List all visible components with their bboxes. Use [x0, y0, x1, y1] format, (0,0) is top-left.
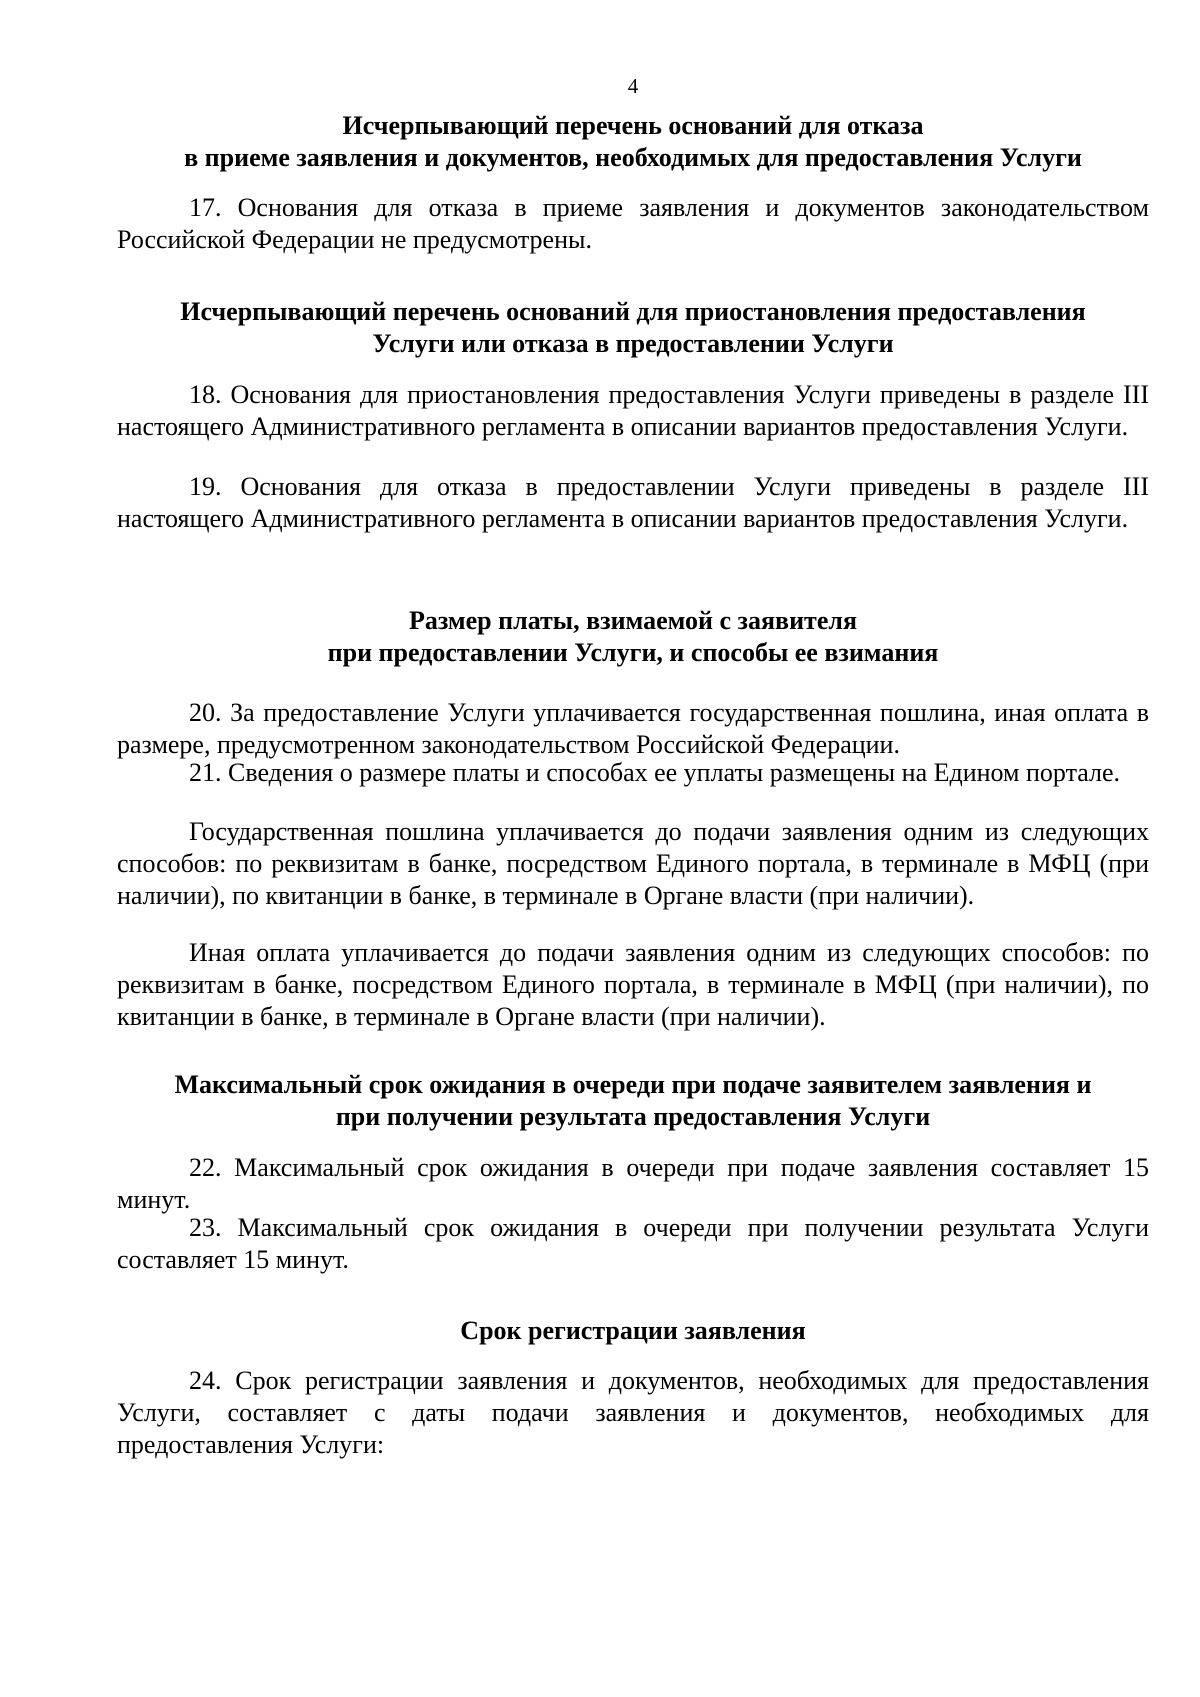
section-heading-refusal-acceptance — [117, 110, 1149, 174]
paragraph-20: 20. За предоставление Услуги уплачивается государственная пошлина, иная оплата в размере, предусмотренном законодательством Российской Федерации. — [117, 698, 1149, 759]
section-heading-queue — [117, 1069, 1149, 1133]
heading-line: при предоставлении Услуги, и способы ее взимания — [327, 638, 939, 667]
section-heading-suspension-refusal — [117, 296, 1149, 360]
paragraph-18: 18. Основания для приостановления предоставления Услуги приведены в разделе III настоящего Административного регламента в описании вариантов предоставления Услуги. — [117, 380, 1149, 441]
paragraph-17: 17. Основания для отказа в приеме заявления и документов законодательством Российской Федерации не предусмотрены. — [117, 193, 1149, 254]
paragraph-23: 23. Максимальный срок ожидания в очереди при получении результата Услуги составляет 15 минут. — [117, 1213, 1149, 1274]
heading-line: Исчерпывающий перечень оснований для приостановления предоставления — [180, 297, 1086, 326]
heading-line: Размер платы, взимаемой с заявителя — [408, 606, 858, 635]
section-heading-fee — [117, 605, 1149, 669]
paragraph-24: 24. Срок регистрации заявления и документов, необходимых для предоставления Услуги, составляет с даты подачи заявления и документов, необходимых для предоставления Услуги: — [117, 1366, 1149, 1459]
heading-line: в приеме заявления и документов, необходимых для предоставления Услуги — [184, 143, 1082, 172]
heading-line: Услуги или отказа в предоставлении Услуги — [372, 329, 894, 358]
heading-line: при получении результата предоставления Услуги — [335, 1102, 931, 1131]
paragraph-state-duty: Государственная пошлина уплачивается до подачи заявления одним из следующих способов: по реквизитам в банке, посредством Единого портала, в терминале в МФЦ (при наличии), по квитанции в банке, в терминале в Органе власти (при наличии). — [117, 817, 1149, 910]
section-heading-registration — [117, 1315, 1149, 1347]
paragraph-22: 22. Максимальный срок ожидания в очереди при подаче заявления составляет 15 минут. — [117, 1153, 1149, 1214]
paragraph-19: 19. Основания для отказа в предоставлении Услуги приведены в разделе III настоящего Административного регламента в описании вариантов предоставления Услуги. — [117, 472, 1149, 533]
paragraph-21: 21. Сведения о размере платы и способах ее уплаты размещены на Едином портале. — [189, 758, 1121, 787]
document-page — [117, 0, 1149, 1697]
page-number: 4 — [627, 74, 639, 98]
heading-line: Исчерпывающий перечень оснований для отказа — [342, 111, 924, 140]
heading-line: Максимальный срок ожидания в очереди при подаче заявителем заявления и — [174, 1070, 1092, 1099]
paragraph-other-payment: Иная оплата уплачивается до подачи заявления одним из следующих способов: по реквизитам в банке, посредством Единого портала, в терминале в МФЦ (при наличии), по квитанции в банке, в терминале в Органе власти (при наличии). — [117, 938, 1149, 1031]
heading-line: Срок регистрации заявления — [460, 1316, 806, 1345]
